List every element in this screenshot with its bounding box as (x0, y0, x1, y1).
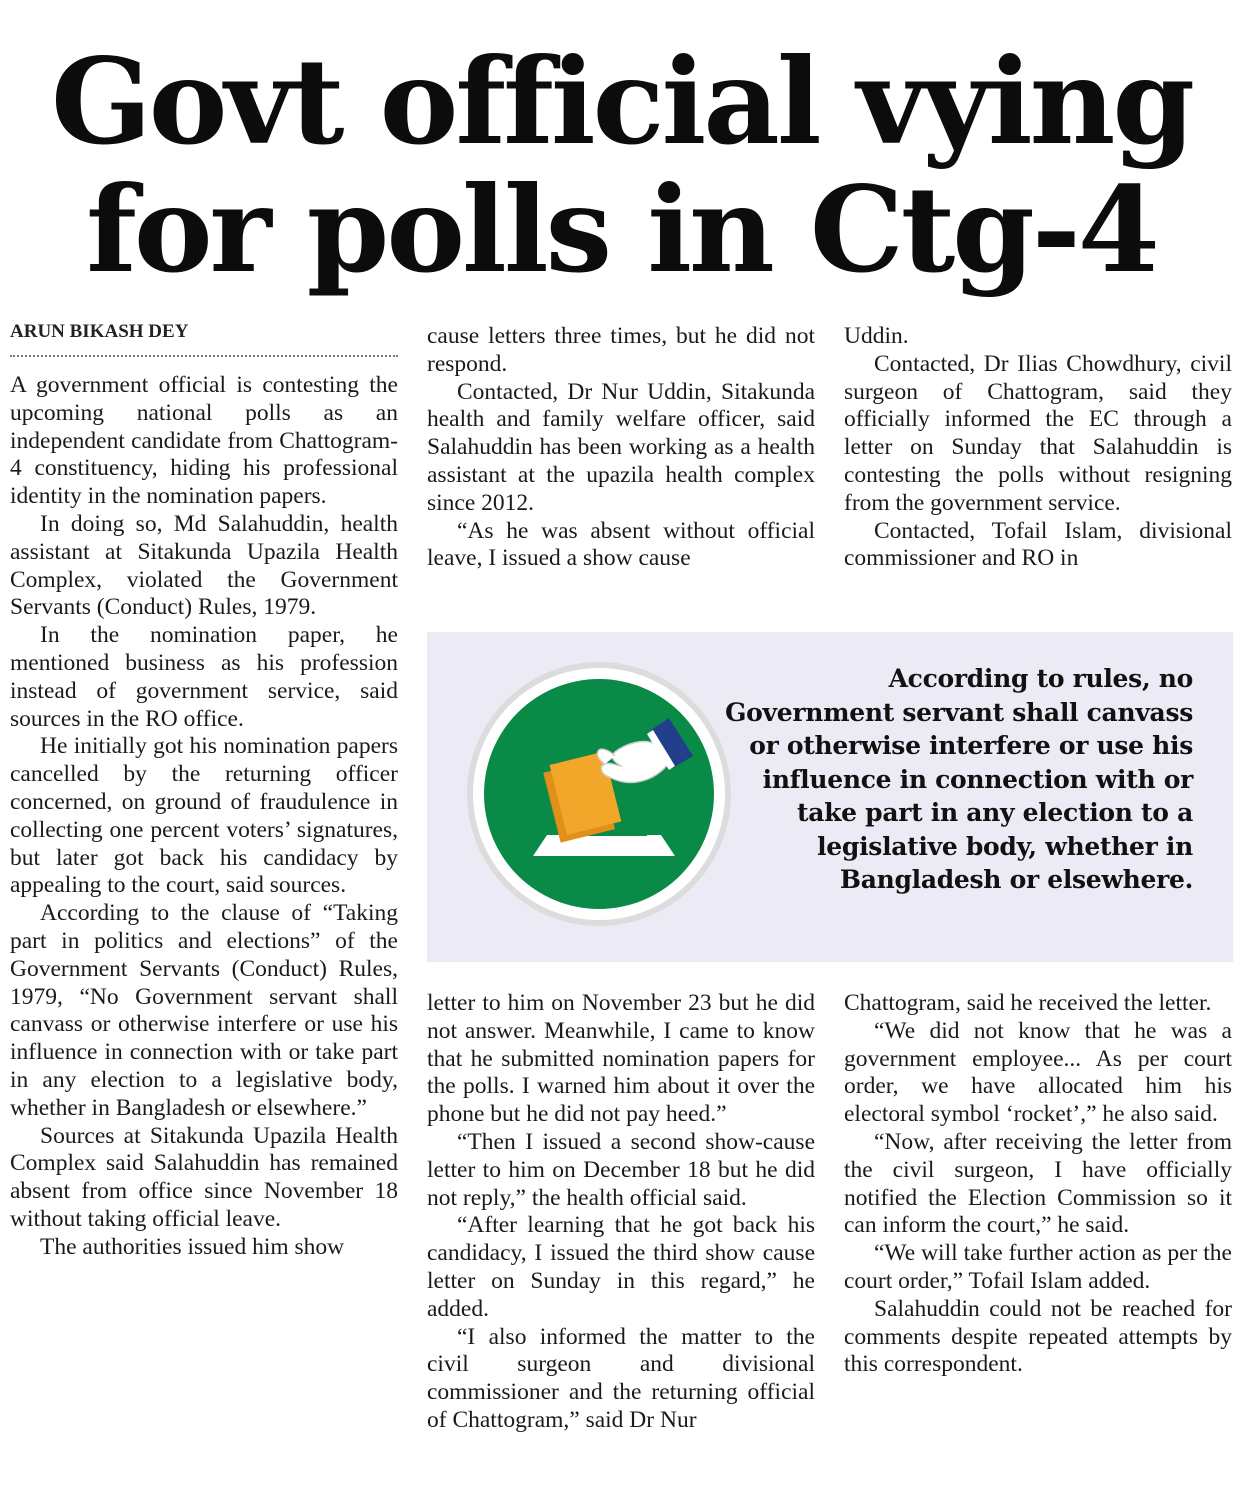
paragraph: “I also informed the matter to the civil surgeon and divisional commissioner and the returning official of Chattogram,” said Dr Nur (427, 1323, 815, 1433)
paragraph: cause letters three times, but he did not respond. (427, 323, 815, 377)
column-3-top (844, 323, 1232, 608)
column-2-bottom (427, 990, 815, 1495)
ballot-box-icon (465, 660, 733, 928)
paragraph: Salahuddin could not be reached for comments despite repeated attempts by this correspondent. (844, 1295, 1232, 1378)
paragraph: “Now, after receiving the letter from the civil surgeon, I have officially notified the Election Commission so it can inform the court,” he said. (844, 1128, 1232, 1239)
paragraph: “After learning that he got back his candidacy, I issued the third show cause letter on Sunday in this regard,” he added. (427, 1212, 815, 1322)
callout-box (427, 632, 1233, 962)
paragraph: “We will take further action as per the court order,” Tofail Islam added. (844, 1240, 1232, 1294)
paragraph: Uddin. (844, 323, 909, 349)
callout-quote: According to rules, no Government servant shall canvass or otherwise interfere or use his influence in connection with or take part in any election to a legislative body, whether in Bangladesh or elsewhere. (725, 664, 1193, 894)
headline (0, 32, 1243, 299)
paragraph: A government official is contesting the upcoming national polls as an independent candidate from Chattogram-4 constituency, hiding his professional identity in the nomination papers. (10, 372, 398, 510)
paragraph: The authorities issued him show (40, 1233, 345, 1260)
column-1 (10, 372, 398, 1492)
column-2-top (427, 323, 815, 608)
paragraph: According to the clause of “Taking part in politics and elections” of the Government Servants (Conduct) Rules, 1979, “No Government servant shall canvass or otherwise interfere or use his influence in connection with or take part in any election to a legislative body, whether in Bangladesh or elsewhere.” (10, 900, 398, 1121)
paragraph: “As he was absent without official leave, I issued a show cause (427, 517, 815, 572)
paragraph: “Then I issued a second show-cause letter to him on December 18 but he did not reply,” the health official said. (427, 1128, 815, 1211)
paragraph: In doing so, Md Salahuddin, health assistant at Sitakunda Upazila Health Complex, violated the Government Servants (Conduct) Rules, 1979. (10, 510, 398, 621)
paragraph: Contacted, Tofail Islam, divisional commissioner and RO in (844, 517, 1232, 572)
headline-line-2: for polls in Ctg-4 (86, 160, 1157, 299)
byline: ARUN BIKASH DEY (10, 321, 189, 342)
headline-line-1: Govt official vying (51, 32, 1192, 171)
paragraph: Chattogram, said he received the letter. (844, 990, 1212, 1016)
dotted-divider (10, 355, 398, 357)
paragraph: In the nomination paper, he mentioned business as his profession instead of government service, said sources in the RO office. (10, 622, 398, 732)
paragraph: He initially got his nomination papers cancelled by the returning officer concerned, on ground of fraudulence in collecting one percent voters’ signatures, but later got back his candidacy by appealing to the court, said sources. (10, 733, 398, 899)
paragraph: Contacted, Dr Ilias Chowdhury, civil surgeon of Chattogram, said they officially informed the EC through a letter on Sunday that Salahuddin is contesting the polls without resigning from the government service. (844, 350, 1232, 516)
paragraph: Contacted, Dr Nur Uddin, Sitakunda health and family welfare officer, said Salahuddin has been working as a health assistant at the upazila health complex since 2012. (427, 378, 815, 516)
paragraph: “We did not know that he was a government employee... As per court order, we have allocated him his electoral symbol ‘rocket’,” he also said. (844, 1017, 1232, 1128)
paragraph: letter to him on November 23 but he did not answer. Meanwhile, I came to know that he submitted nomination papers for the polls. I warned him about it over the phone but he did not pay heed.” (427, 990, 815, 1128)
paragraph: Sources at Sitakunda Upazila Health Complex said Salahuddin has remained absent from office since November 18 without taking official leave. (10, 1122, 398, 1232)
column-3-bottom (844, 990, 1232, 1495)
